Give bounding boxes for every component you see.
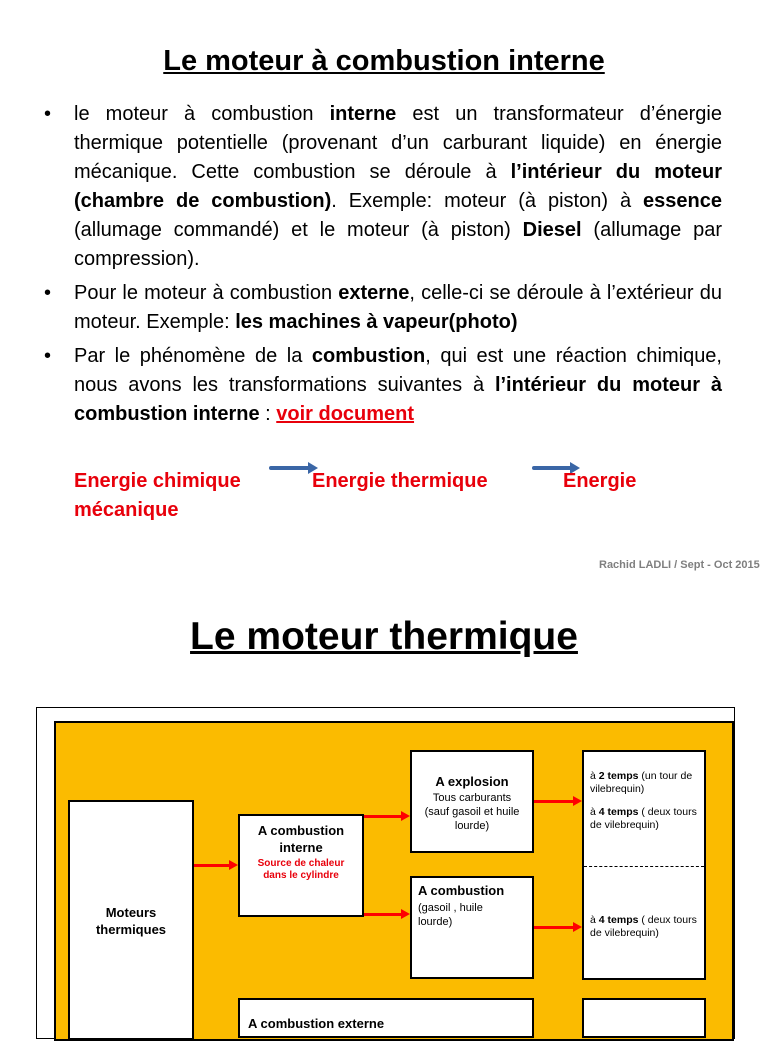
arrow-interne-combustion-head [401,909,410,919]
combustion-externe-title: A combustion externe [248,1016,385,1031]
credit-text: Rachid LADLI / Sept - Oct 2015 [599,559,760,571]
temps-box [582,750,706,980]
bullet-item-combustion: • Par le phénomène de la combustion, qui est une réaction chimique, nous avons les transformations suivantes à l’intérieur du moteur à combustion interne : voir document [42,342,722,429]
arrow-moteurs-interne-head [229,860,238,870]
combustion-box [410,876,534,979]
combustion-interne-box [238,814,364,917]
arrow-explosion-temps-head [573,796,582,806]
combustion-interne-title: A combustion interne [257,823,345,855]
energy-mecanique-label-cont: mécanique [74,499,179,521]
combustion-sub: (gasoil , huile lourde) [418,902,483,928]
explosion-sub: Tous carburants (sauf gasoil et huile lourde) [424,792,520,832]
energy-thermique-label: Energie thermique [312,470,488,492]
bullet-item-internal: • le moteur à combustion interne est un transformateur d’énergie thermique potentielle (provenant d’un carburant liquide) en énergie mécanique. Cette combustion se déroule à l’intérieur du moteur (chambre de combustion). Exemple: moteur (à piston) à essence (allumage commandé) et le moteur (à piston) Diesel (allumage par compression). [42,100,722,274]
arrow-interne-combustion [364,913,402,916]
combustion-interne-sub: Source de chaleur dans le cylindre [257,858,345,881]
energy-arrow-1 [269,466,311,470]
four-stroke-text-a: à 4 temps ( deux tours de vilebrequin) [590,806,697,831]
arrow-combustion-temps-head [573,922,582,932]
moteurs-thermiques-label: Moteurs thermiques [95,905,167,937]
explosion-title: A explosion [435,774,509,789]
two-stroke-text: à 2 temps (un tour de vilebrequin) [590,770,693,795]
combustion-externe-box [238,998,534,1038]
arrow-combustion-temps [534,926,574,929]
bullet-item-external: • Pour le moteur à combustion externe, celle-ci se déroule à l’extérieur du moteur. Exemple: les machines à vapeur(photo) [42,279,722,337]
externe-detail-box [582,998,706,1038]
energy-chimique-label: Energie chimique [74,470,241,492]
voir-document-link[interactable]: voir document [276,403,415,425]
combustion-title: A combustion [418,883,505,898]
arrow-interne-explosion [364,815,402,818]
energy-mecanique-label: Energie [563,470,637,492]
arrow-moteurs-interne [194,864,230,867]
moteurs-thermiques-box [68,800,194,1040]
arrow-interne-explosion-head [401,811,410,821]
explosion-box [410,750,534,853]
slide-title: Le moteur à combustion interne [163,45,605,77]
slide2-title: Le moteur thermique [190,615,578,658]
bullet-list [42,100,722,434]
temps-divider [584,866,704,867]
four-stroke-text-b: à 4 temps ( deux tours de vilebrequin) [590,914,697,939]
arrow-explosion-temps [534,800,574,803]
